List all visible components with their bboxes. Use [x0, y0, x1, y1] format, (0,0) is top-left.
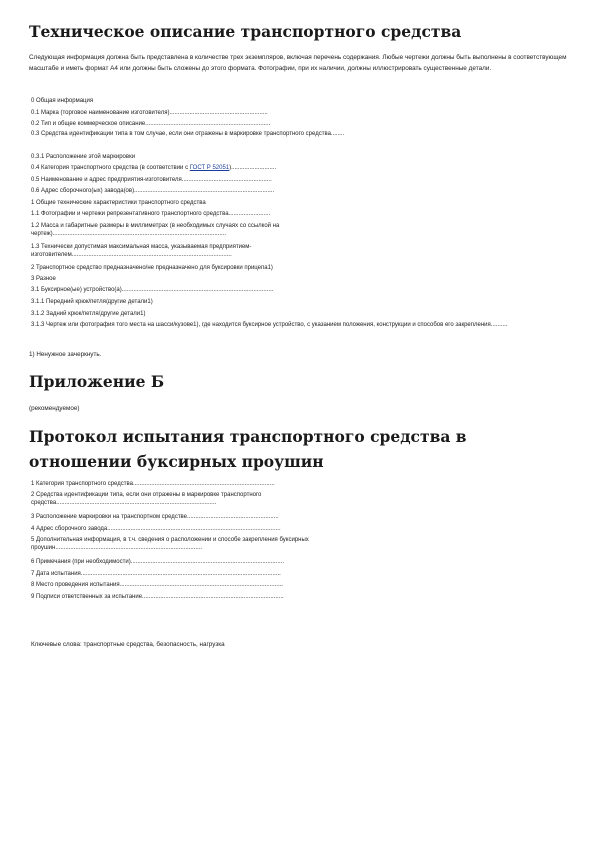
item-text: 0.4 Категория транспортного средства (в соответствии с: [31, 165, 190, 171]
gost-link[interactable]: ГОСТ Р 52051: [189, 165, 230, 171]
list-item: 0.3 Средства идентификации типа в том случае, если они отражены в маркировке транспортного средства........: [31, 131, 345, 137]
keywords: Ключевые слова: транспортные средства, безопасность, нагрузка: [31, 641, 225, 648]
list-item: 0.3.1 Расположение этой маркировки: [31, 154, 136, 160]
protocol-item: 7 Дата испытания........................................................................................................................: [31, 571, 281, 577]
protocol-item: 4 Адрес сборочного завода........................................................................................................: [31, 526, 281, 532]
protocol-item: 9 Подписи ответственных за испытание.....................................................................................: [31, 594, 284, 600]
protocol-item: 6 Примечания (при необходимости)............................................................................................: [31, 559, 285, 565]
list-item: 3.1 Буксирное(ые) устройство(а)...........................................................................................: [31, 287, 274, 293]
appendix-title: Приложение Б: [29, 372, 165, 391]
list-item: 1 Общие технические характеристики транспортного средства: [31, 200, 206, 206]
list-item: 3.1.1 Передний крюк/петля/другие детали1): [31, 299, 153, 305]
list-item: 2 Транспортное средство предназначено/не предназначено для буксировки прицепа1): [31, 265, 273, 271]
list-item: 0.2 Тип и общее коммерческое описание...........................................................................: [31, 121, 271, 127]
list-item: 1.1 Фотографии и чертежи репрезентативного транспортного средства.........................: [31, 211, 271, 217]
list-item: 3 Разное: [31, 276, 56, 282]
list-item: 0.1 Марка (торговое наименование изготовителя)...........................................................: [31, 110, 268, 116]
appendix-note: (рекомендуемое): [29, 405, 80, 412]
protocol-item: 8 Место проведения испытания..................................................................................................: [31, 582, 283, 588]
item-text: )...........................: [229, 165, 277, 171]
list-item: 1.2 Масса и габаритные размеры в миллиметрах (в необходимых случаях со ссылкой на чертеж)........................................................................................................: [31, 223, 280, 237]
list-item: 3.1.2 Задний крюк/петля/другие детали1): [31, 311, 146, 317]
list-item: 0.6 Адрес сборочного(ых) завода(ов)....................................................................................: [31, 188, 275, 194]
protocol-title: Протокол испытания транспортного средства в отношении буксирных проушин: [29, 427, 467, 471]
protocol-item: 5 Дополнительная информация, в т.ч. сведения о расположении и способе закрепления буксирных проушин........................................................................................: [31, 537, 309, 551]
page-title: Техническое описание транспортного средства: [29, 22, 462, 41]
protocol-item: 1 Категория транспортного средства.....................................................................................: [31, 481, 275, 487]
list-item-category: [31, 164, 276, 172]
protocol-item: 3 Расположение маркировки на транспортном средстве.......................................................: [31, 514, 279, 520]
protocol-item: 2 Средства идентификации типа, если они отражены в маркировке транспортного средства................................................................................................: [31, 492, 262, 506]
list-item: 1.3 Технически допустимая максимальная масса, указываемая предприятием-изготовителем................................................................................................: [31, 244, 252, 258]
footnote: 1) Ненужное зачеркнуть.: [29, 351, 102, 358]
list-item: 0.5 Наименование и адрес предприятия-изготовителя......................................................: [31, 177, 272, 183]
list-item: 3.1.3 Чертеж или фотография того места на шасси/кузове1), где находится буксирное устройство, с указанием положения, конструкции и способов его закрепления..........: [31, 322, 508, 328]
intro-paragraph: Следующая информация должна быть представлена в количестве трех экземпляров, включая перечень содержания. Любые чертежи должны быть выполнены в соответствующем масштабе и иметь формат А4 или должны быть сложены до этого формата. Фотографии, при их наличии, должны иллюстрировать существенные детали.: [29, 54, 567, 72]
list-item: 0 Общая информация: [31, 98, 94, 104]
